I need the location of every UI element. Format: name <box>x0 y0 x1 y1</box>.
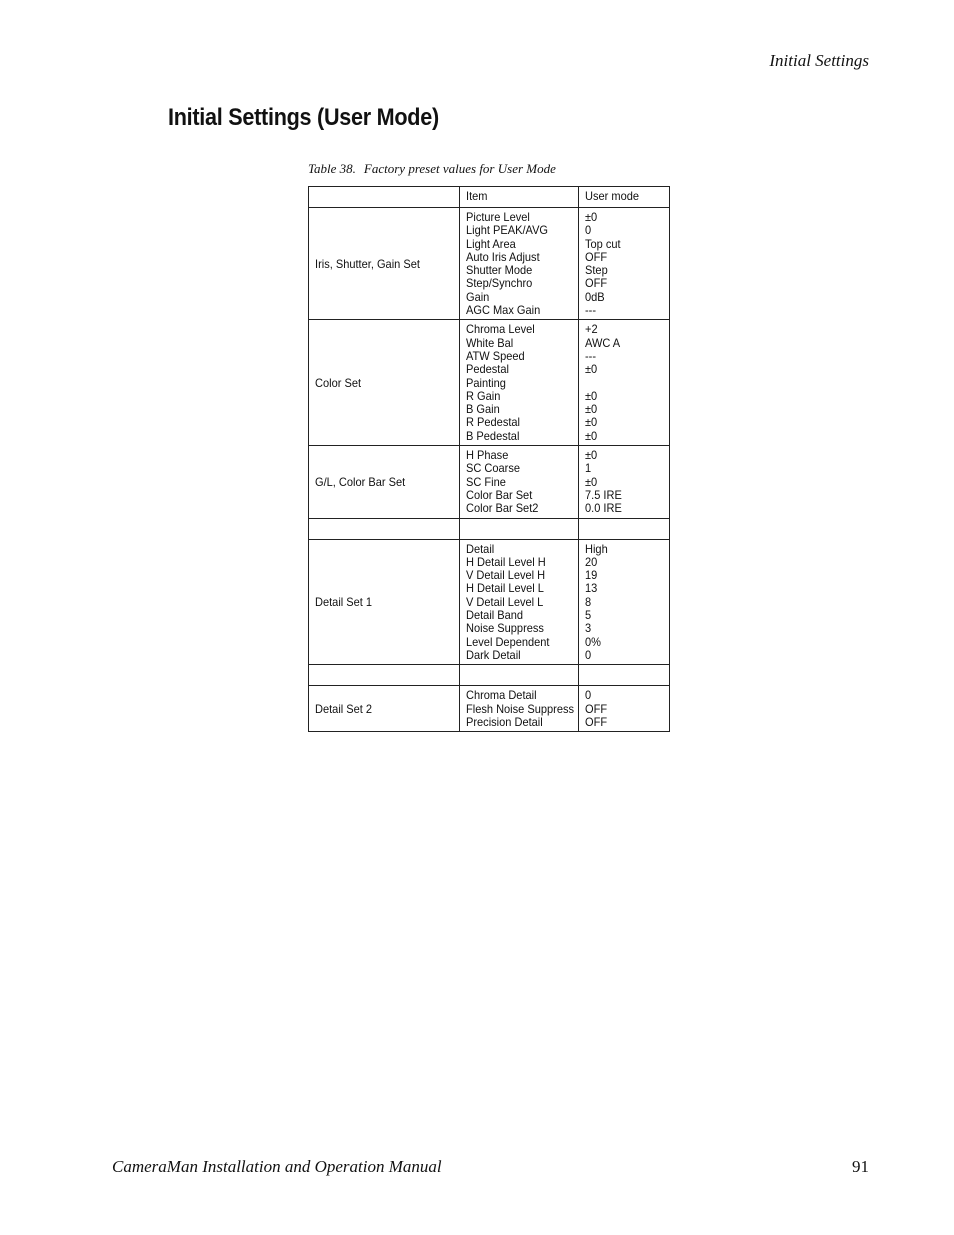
category-label: Detail Set 2 <box>315 701 373 716</box>
table-row <box>309 686 670 732</box>
item-label: H Detail Level L <box>466 581 544 596</box>
user-mode-value: OFF <box>585 276 608 291</box>
item-cell <box>460 518 579 539</box>
user-mode-value: Step <box>585 263 608 278</box>
item-cell <box>460 539 579 665</box>
category-cell <box>309 518 460 539</box>
item-label: Light Area <box>466 236 516 251</box>
item-label: Step/Synchro <box>466 276 533 291</box>
item-label: Chroma Level <box>466 322 535 337</box>
user-mode-value: 19 <box>585 568 598 583</box>
user-mode-value: Top cut <box>585 236 621 251</box>
user-mode-value: 20 <box>585 554 598 569</box>
preset-values-table <box>308 186 670 732</box>
user-mode-value: 8 <box>585 594 592 609</box>
footer-page-number: 91 <box>852 1157 869 1176</box>
item-label: Pedestal <box>466 362 509 377</box>
item-label: SC Coarse <box>466 461 520 476</box>
item-label: Color Bar Set2 <box>466 501 539 516</box>
table-row <box>309 208 670 320</box>
item-cell <box>460 446 579 518</box>
user-mode-value: AWC A <box>585 335 621 350</box>
user-mode-value: 5 <box>585 608 592 623</box>
item-cell <box>460 320 579 446</box>
column-header-user-mode: User mode <box>579 187 670 208</box>
value-cell <box>579 518 670 539</box>
user-mode-value: High <box>585 541 608 556</box>
table-row <box>309 539 670 665</box>
item-label: Precision Detail <box>466 714 543 729</box>
user-mode-value: 7.5 IRE <box>585 487 622 502</box>
item-label: SC Fine <box>466 474 506 489</box>
item-label: H Detail Level H <box>466 554 546 569</box>
item-label: R Gain <box>466 388 501 403</box>
column-header-category <box>309 187 460 208</box>
user-mode-value: ±0 <box>585 362 598 377</box>
item-cell <box>460 686 579 732</box>
item-label: V Detail Level L <box>466 594 544 609</box>
value-cell <box>579 539 670 665</box>
item-label: ATW Speed <box>466 348 525 363</box>
user-mode-value: OFF <box>585 249 608 264</box>
item-label: Flesh Noise Suppress <box>466 701 574 716</box>
category-label: Iris, Shutter, Gain Set <box>315 256 420 271</box>
item-label: Level Dependent <box>466 634 550 649</box>
table-caption-text: Factory preset values for User Mode <box>363 161 556 176</box>
category-cell <box>309 665 460 686</box>
user-mode-value: 3 <box>585 621 592 636</box>
footer-manual-title: CameraMan Installation and Operation Manual <box>112 1157 442 1176</box>
item-label: Shutter Mode <box>466 263 533 278</box>
running-head: Initial Settings <box>769 51 869 70</box>
user-mode-value: OFF <box>585 701 608 716</box>
user-mode-value: +2 <box>585 322 598 337</box>
category-cell <box>309 446 460 518</box>
item-label: Picture Level <box>466 210 530 224</box>
item-label: R Pedestal <box>466 415 521 430</box>
item-label: B Pedestal <box>466 428 520 443</box>
user-mode-value: 0.0 IRE <box>585 501 622 516</box>
table-header-row <box>309 187 670 208</box>
item-label: Dark Detail <box>466 647 521 662</box>
item-label: Chroma Detail <box>466 688 537 703</box>
item-label: Detail Band <box>466 608 524 623</box>
value-cell <box>579 320 670 446</box>
page-title: Initial Settings (User Mode) <box>168 104 439 131</box>
item-label: Noise Suppress <box>466 621 544 636</box>
item-label: Auto Iris Adjust <box>466 249 540 264</box>
user-mode-value: --- <box>585 303 597 318</box>
item-label: Detail <box>466 541 495 556</box>
category-label: G/L, Color Bar Set <box>315 474 406 489</box>
table-caption-number: Table 38. <box>308 161 356 176</box>
user-mode-value: ±0 <box>585 210 598 224</box>
user-mode-value: 0% <box>585 634 601 649</box>
table-row <box>309 665 670 686</box>
value-cell <box>579 686 670 732</box>
category-cell <box>309 320 460 446</box>
item-label: Color Bar Set <box>466 487 533 502</box>
category-label: Color Set <box>315 375 362 390</box>
user-mode-value: ±0 <box>585 415 598 430</box>
item-label: Painting <box>466 375 506 390</box>
user-mode-value: 13 <box>585 581 598 596</box>
item-label: Light PEAK/AVG <box>466 223 549 238</box>
table-row <box>309 518 670 539</box>
category-cell <box>309 208 460 320</box>
user-mode-value: 1 <box>585 461 592 476</box>
item-label: V Detail Level H <box>466 568 546 583</box>
value-cell <box>579 208 670 320</box>
user-mode-value: 0 <box>585 647 592 662</box>
user-mode-value: ±0 <box>585 448 598 463</box>
user-mode-value: ±0 <box>585 428 598 443</box>
user-mode-value: --- <box>585 348 597 363</box>
item-label: Gain <box>466 289 490 304</box>
user-mode-value: ±0 <box>585 388 598 403</box>
user-mode-value: ±0 <box>585 474 598 489</box>
user-mode-value: ±0 <box>585 402 598 417</box>
item-label: White Bal <box>466 335 514 350</box>
item-cell <box>460 208 579 320</box>
column-header-item: Item <box>460 187 579 208</box>
category-label: Detail Set 1 <box>315 594 373 609</box>
value-cell <box>579 665 670 686</box>
category-cell <box>309 686 460 732</box>
category-cell <box>309 539 460 665</box>
item-label: H Phase <box>466 448 509 463</box>
user-mode-value: 0dB <box>585 289 605 304</box>
user-mode-value: 0 <box>585 223 592 238</box>
table-row <box>309 446 670 518</box>
value-cell <box>579 446 670 518</box>
table-caption <box>308 160 556 178</box>
item-label: AGC Max Gain <box>466 303 541 318</box>
table-row <box>309 320 670 446</box>
user-mode-value: OFF <box>585 714 608 729</box>
item-label: B Gain <box>466 402 500 417</box>
user-mode-value <box>585 377 658 390</box>
user-mode-value: 0 <box>585 688 592 703</box>
item-cell <box>460 665 579 686</box>
